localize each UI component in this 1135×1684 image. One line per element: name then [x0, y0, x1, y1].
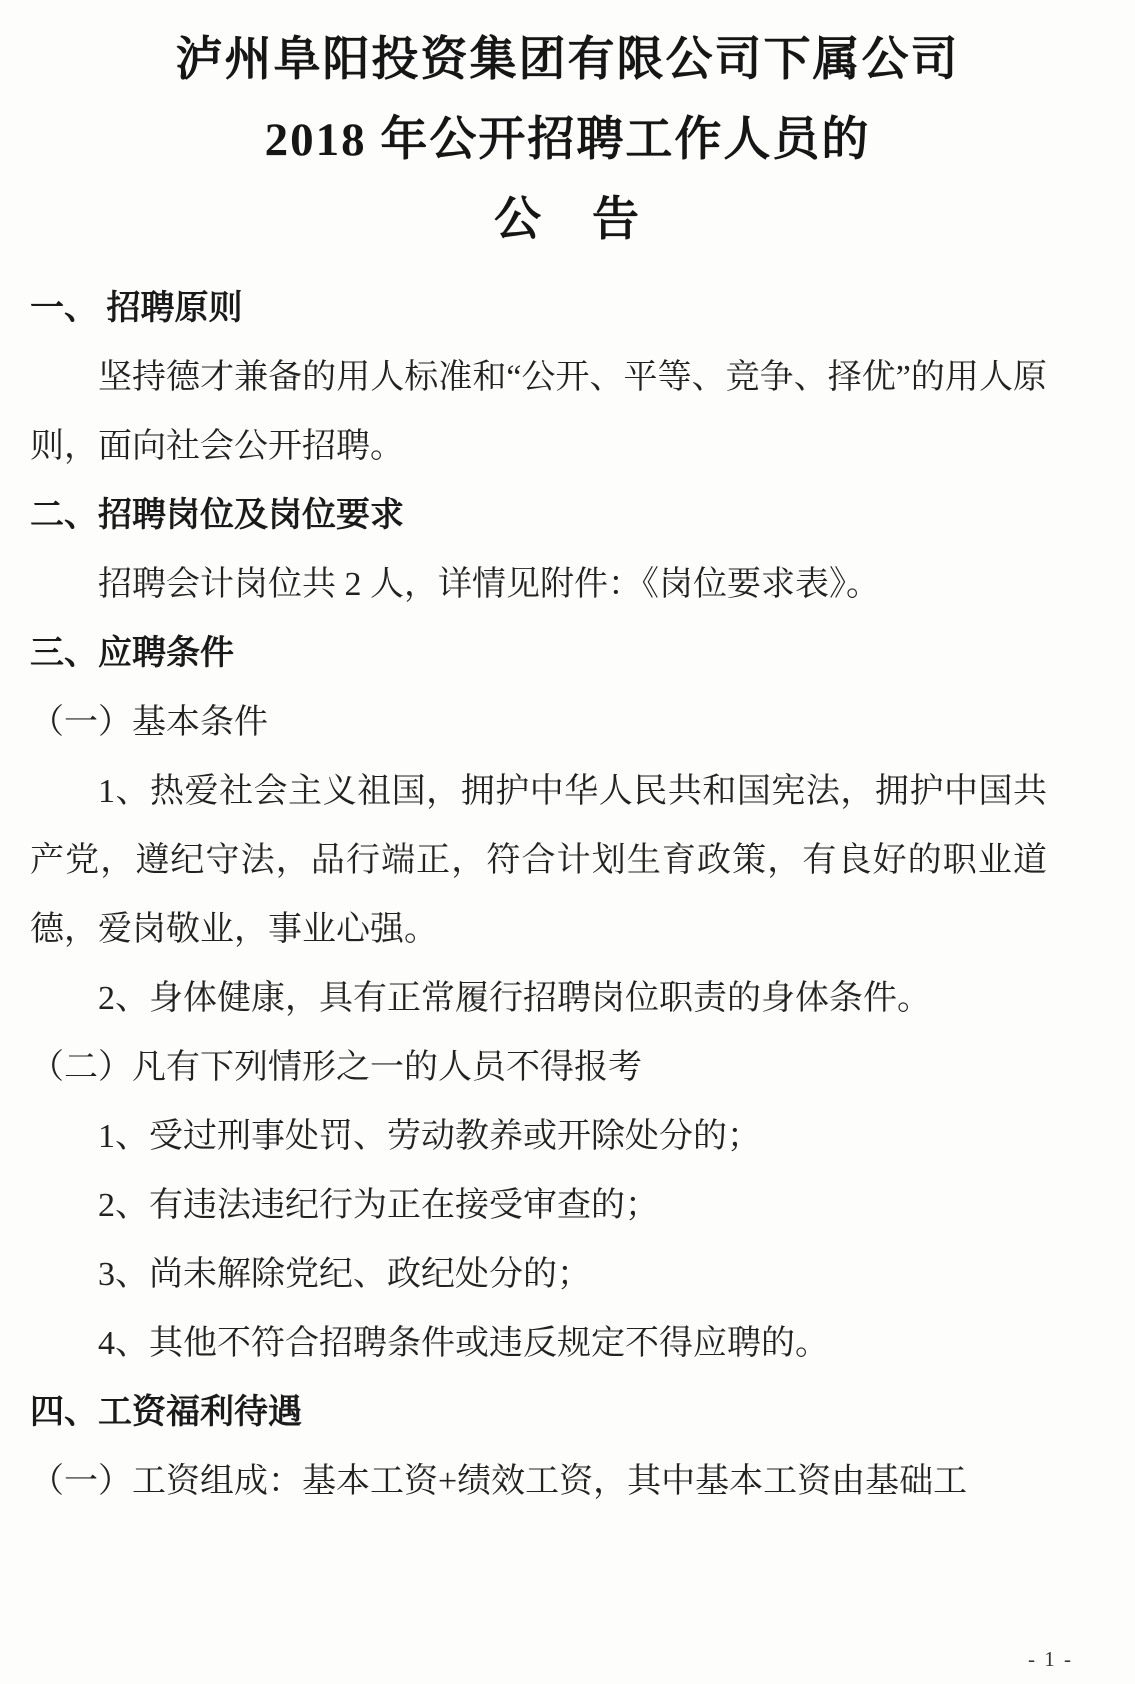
section-1-heading: 一、 招聘原则: [30, 290, 243, 327]
position-info-paragraph: 招聘会计岗位共 2 人，详情见附件：《岗位要求表》。: [98, 566, 880, 603]
basic-condition-item-1: 1、热爱社会主义祖国，拥护中华人民共和国宪法，拥护中国共产党，遵纪守法，品行端正，符合计划生育政策，有良好的职业道德，爱岗敬业，事业心强。: [30, 773, 1047, 948]
basic-condition-item-2: 2、身体健康，具有正常履行招聘岗位职责的身体条件。: [98, 980, 931, 1017]
basic-conditions-subheading: （一）基本条件: [30, 704, 268, 741]
title-line-announcement: 公 告: [494, 194, 641, 246]
disqualification-subheading: （二）凡有下列情形之一的人员不得报考: [30, 1049, 642, 1086]
salary-composition-subheading: （一）工资组成：基本工资+绩效工资，其中基本工资由基础工: [30, 1463, 968, 1500]
title-line-company: 泸州阜阳投资集团有限公司下属公司: [175, 34, 960, 86]
section-2-heading: 二、招聘岗位及岗位要求: [30, 497, 404, 534]
page-number: - 1 -: [1028, 1647, 1073, 1671]
recruitment-principle-paragraph: 坚持德才兼备的用人标准和“公开、平等、竞争、择优”的用人原则，面向社会公开招聘。: [30, 359, 1047, 465]
disqualification-item-3: 3、尚未解除党纪、政纪处分的；: [98, 1256, 591, 1293]
document-body: [0, 260, 1135, 1516]
title-line-year: 2018 年公开招聘工作人员的: [264, 114, 871, 166]
disqualification-item-4: 4、其他不符合招聘条件或违反规定不得应聘的。: [98, 1325, 829, 1362]
section-3-heading: 三、应聘条件: [30, 635, 234, 672]
disqualification-item-1: 1、受过刑事处罚、劳动教养或开除处分的；: [98, 1118, 761, 1155]
section-4-heading: 四、工资福利待遇: [30, 1394, 302, 1431]
document-title: [0, 20, 1135, 260]
disqualification-item-2: 2、有违法违纪行为正在接受审查的；: [98, 1187, 659, 1224]
